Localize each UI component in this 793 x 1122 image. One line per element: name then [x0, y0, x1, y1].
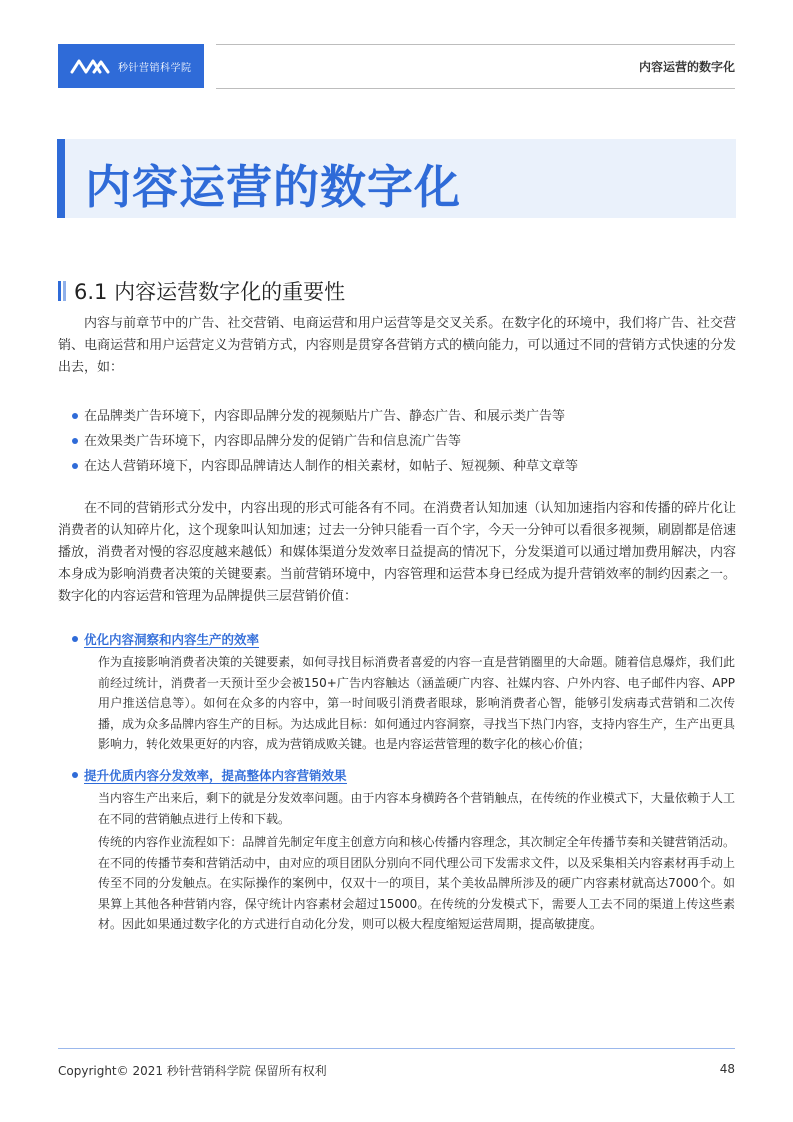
list-item: 在效果类广告环境下，内容即品牌分发的促销广告和信息流广告等 — [84, 429, 734, 454]
list-item: 在品牌类广告环境下，内容即品牌分发的视频贴片广告、静态广告、和展示类广告等 — [84, 404, 734, 429]
footer-copyright: Copyright© 2021 秒针营销科学院 保留所有权利 — [58, 1064, 327, 1078]
value-body-2b: 传统的内容作业流程如下：品牌首先制定年度主创意方向和核心传播内容理念，其次制定全年传播节奏和关键营销活动。在不同的传播节奏和营销活动中，由对应的项目团队分别向不同代理公司下发需求文件，以及采集相关内容素材再手动上传至不同的分发触点。在实际操作的案例中，仅双十一的项目，某个美妆品牌所涉及的硬广内容素材就高达7000个。如果算上其他各种营销内容，保守统计内容素材会超过15000。在传统的分发模式下，需要人工去不同的渠道上传这些素材。因此如果通过数字化的方式进行自动化分发，则可以极大程度缩短运营周期，提高敏捷度。 — [98, 835, 735, 931]
second-paragraph: 在不同的营销形式分发中，内容出现的形式可能各有不同。在消费者认知加速（认知加速指内容和传播的碎片化让消费者的认知碎片化，这个现象叫认知加速；过去一分钟只能看一百个字，今天一分钟可以看很多视频，刷剧都是倍速播放，消费者对慢的容忍度越来越低）和媒体渠道分发效率日益提高的情况下，分发渠道可以通过增加费用解决，内容本身成为影响消费者决策的关键要素。当前营销环境中，内容管理和运营本身已经成为提升营销效率的制约因素之一。数字化的内容运营和管理为品牌提供三层营销价值： — [58, 501, 736, 604]
chapter-banner — [57, 139, 736, 218]
value-heading-text: 提升优质内容分发效率，提高整体内容营销效果 — [84, 768, 347, 783]
page-number: 48 — [719, 1062, 735, 1076]
header-chapter-title: 内容运营的数字化 — [638, 60, 735, 74]
brand-logo — [58, 44, 204, 88]
logo-mark-icon — [70, 56, 112, 76]
value-heading-1 — [84, 630, 259, 648]
list-item: 在达人营销环境下，内容即品牌请达人制作的相关素材，如帖子、短视频、种草文章等 — [84, 454, 734, 479]
value-body-2a: 当内容生产出来后，剩下的就是分发效率问题。由于内容本身横跨各个营销触点，在传统的作业模式下，大量依赖于人工在不同的营销触点进行上传和下载。 — [98, 791, 735, 826]
value-heading-2 — [84, 766, 347, 784]
intro-paragraph: 内容与前章节中的广告、社交营销、电商运营和用户运营等是交叉关系。在数字化的环境中，我们将广告、社交营销、电商运营和用户运营定义为营销方式，内容则是贯穿各营销方式的横向能力，可以通过不同的营销方式快速的分发出去，如： — [58, 316, 736, 375]
header-divider-top — [216, 44, 735, 45]
section-marker-icon — [58, 281, 66, 301]
section-title: 6.1 内容运营数字化的重要性 — [74, 280, 346, 304]
section-heading — [58, 276, 345, 306]
value-body-1: 作为直接影响消费者决策的关键要素，如何寻找目标消费者喜爱的内容一直是营销圈里的大命题。随着信息爆炸，我们此前经过统计，消费者一天预计至少会被150+广告内容触达（涵盖硬广内容、社媒内容、户外内容、电子邮件内容、APP用户推送信息等）。如何在众多的内容中，第一时间吸引消费者眼球，影响消费者心智，能够引发病毒式营销和二次传播，成为众多品牌内容生产的目标。为达成此目标：如何通过内容洞察，寻找当下热门内容，支持内容生产，生产出更具影响力，转化效果更好的内容，成为营销成败关键。也是内容运营管理的数字化的核心价值； — [98, 655, 735, 751]
bullet-list — [84, 404, 734, 479]
footer-divider — [58, 1048, 735, 1049]
banner-accent-bar — [57, 139, 65, 218]
chapter-title: 内容运营的数字化 — [85, 160, 461, 214]
header-divider-bottom — [216, 88, 735, 89]
value-heading-text: 优化内容洞察和内容生产的效率 — [84, 632, 260, 647]
logo-text: 秒针营销科学院 — [118, 62, 192, 74]
